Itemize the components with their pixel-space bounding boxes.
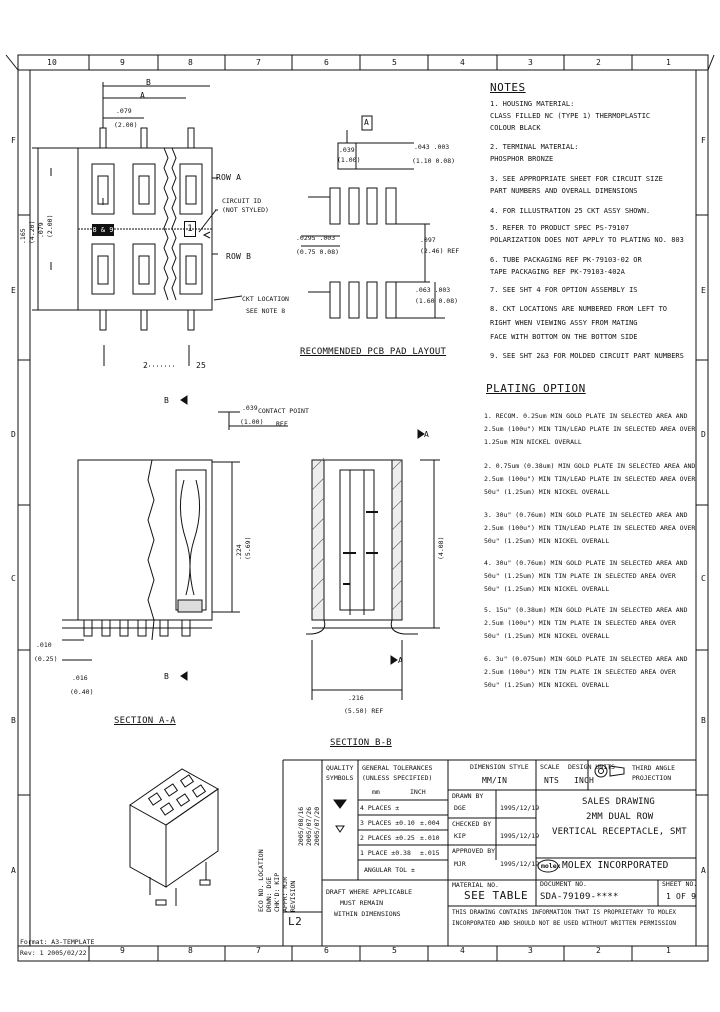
sheet-title: SALES DRAWING <box>582 797 656 807</box>
row-label: D <box>701 430 707 439</box>
note-line: COLOUR BLACK <box>490 124 541 132</box>
section-bb-title: SECTION B-B <box>330 738 392 748</box>
dim-label: .043 .003 <box>414 143 450 151</box>
section-aa <box>62 412 288 660</box>
section-bb <box>306 460 440 700</box>
doc-number: SDA-79109-**** <box>540 892 619 902</box>
note-line: 2. TERMINAL MATERIAL: <box>490 143 579 151</box>
note-line: TAPE PACKAGING REF PK-79103-402A <box>490 268 625 276</box>
dim-label: (2.46) REF <box>420 247 460 255</box>
note-line: PHOSPHOR BRONZE <box>490 155 554 163</box>
dim-label: .216 <box>348 694 364 702</box>
company-name: MOLEX INCORPORATED <box>562 860 669 871</box>
col-label: 3 <box>528 946 534 955</box>
note-line: 3. SEE APPROPRIATE SHEET FOR CIRCUIT SIZE <box>490 175 663 183</box>
ckt-location-label: CKT LOCATION <box>242 295 289 303</box>
checked-label: CHECKED BY <box>452 820 492 828</box>
dim-label: .063 .003 <box>415 286 451 294</box>
note-line: FACE WITH BOTTOM ON THE BOTTOM SIDE <box>490 333 638 341</box>
sheet-label: SHEET NO. <box>662 880 698 888</box>
places-in: ±.004 <box>420 819 440 827</box>
drawn-label: DRAWN BY <box>452 792 484 800</box>
note-line: CLASS FILLED NC (TYPE 1) THERMOPLASTIC <box>490 112 651 120</box>
plating-line: 1.25um MIN NICKEL OVERALL <box>484 438 582 446</box>
note-line: 4. FOR ILLUSTRATION 25 CKT ASSY SHOWN. <box>490 207 651 215</box>
plating-line: 50u" (1.25um) MIN NICKEL OVERALL <box>484 632 610 640</box>
plating-line: 5. 15u" (0.38um) MIN GOLD PLATE IN SELECTED AREA AND <box>484 606 688 614</box>
section-marker: A <box>424 430 430 439</box>
quality-label: QUALITY <box>326 764 354 772</box>
col-label: 9 <box>120 58 126 67</box>
ckt-start: 2 <box>143 361 149 370</box>
dim-label: .039 <box>242 404 258 412</box>
unless-label: (UNLESS SPECIFIED) <box>362 774 433 782</box>
col-label: 5 <box>392 58 398 67</box>
sheet-number: 1 OF 9 <box>666 892 697 901</box>
draft-label: DRAFT WHERE APPLICABLE <box>326 888 413 896</box>
ref-label: REF <box>276 420 288 428</box>
row-label: C <box>11 574 17 583</box>
row-label: F <box>11 136 17 145</box>
dim-label: (2.00) <box>46 214 54 238</box>
dim-label: (4.20) <box>28 220 36 244</box>
places-row: 3 PLACES ±0.10 <box>360 819 415 827</box>
col-label: 1 <box>666 58 672 67</box>
plating-line: 50u" (1.25um) MIN NICKEL OVERALL <box>484 488 610 496</box>
doc-label: DOCUMENT NO. <box>540 880 587 888</box>
section-marker: B <box>164 396 170 405</box>
places-row: 4 PLACES ± <box>360 804 400 812</box>
circuit-id-label: (NOT STYLED) <box>222 206 269 214</box>
dim-label: .010 <box>36 641 52 649</box>
notes-title: NOTES <box>490 81 526 94</box>
note-line: RIGHT WHEN VIEWING ASSY FROM MATING <box>490 319 638 327</box>
col-label: 2 <box>596 946 602 955</box>
row-a-label: ROW A <box>216 173 242 182</box>
units-label: DESIGN UNITS <box>568 763 615 771</box>
places-row: 2 PLACES ±0.25 <box>360 834 415 842</box>
col-label: 1 <box>666 946 672 955</box>
col-label: 6 <box>324 58 330 67</box>
mm-label: mm <box>372 788 380 796</box>
proprietary-notice: INCORPORATED AND SHOULD NOT BE USED WITHOUT WRITTEN PERMISSION <box>452 920 676 927</box>
plating-line: 2.5um (100u") MIN TIN/LEAD PLATE IN SELECTED AREA OVER <box>484 475 696 483</box>
dim-label: .016 <box>72 674 88 682</box>
col-label: 4 <box>460 946 466 955</box>
col-label: 6 <box>324 946 330 955</box>
dim-label: B <box>146 78 152 87</box>
row-label: E <box>11 286 17 295</box>
row-label: A <box>11 866 17 875</box>
approved-date: 1995/12/19 <box>500 860 540 868</box>
plating-line: 50u" (1.25um) MIN NICKEL OVERALL <box>484 585 610 593</box>
dim-label: (4.08) <box>437 536 445 560</box>
dim-label: (0.40) <box>70 688 94 696</box>
note-line: 1. HOUSING MATERIAL: <box>490 100 575 108</box>
dim-style-label: DIMENSION STYLE <box>470 763 529 771</box>
revision-text: APPR: MJR <box>281 876 289 912</box>
col-label: 8 <box>188 58 194 67</box>
section-aa-title: SECTION A-A <box>114 716 176 726</box>
plating-line: 2.5um (100u") MIN TIN/LEAD PLATE IN SELECTED AREA OVER <box>484 425 696 433</box>
note-line: 6. TUBE PACKAGING REF PK-79103-02 OR <box>490 256 642 264</box>
must-label: MUST REMAIN <box>340 899 384 907</box>
revision-text: DRWN: DGE <box>265 876 273 912</box>
places-in: ±.015 <box>420 849 440 857</box>
col-label: 8 <box>188 946 194 955</box>
row-label: B <box>11 716 17 725</box>
angular-label: ANGULAR TOL ± <box>364 866 415 874</box>
ckt-location-label: SEE NOTE 8 <box>246 307 286 315</box>
proprietary-notice: THIS DRAWING CONTAINS INFORMATION THAT IS PROPRIETARY TO MOLEX <box>452 909 676 916</box>
plating-line: 2. 0.75um (0.38um) MIN GOLD PLATE IN SELECTED AREA AND <box>484 462 696 470</box>
dim-label: .224 <box>235 544 243 560</box>
plating-title: PLATING OPTION <box>486 382 586 395</box>
col-label: 4 <box>460 58 466 67</box>
places-in: ±.010 <box>420 834 440 842</box>
scale-value: NTS <box>544 776 560 785</box>
row-label: A <box>701 866 707 875</box>
row-b-label: ROW B <box>226 252 252 261</box>
dim-label: (1.00) <box>240 418 264 426</box>
plating-line: 6. 3u" (0.075um) MIN GOLD PLATE IN SELECTED AREA AND <box>484 655 688 663</box>
isometric-view <box>130 769 218 906</box>
pin-one-tag: 1 <box>184 221 196 237</box>
dim-label: (1.60 0.08) <box>415 297 459 305</box>
dim-label: (0.75 0.08) <box>296 248 340 256</box>
dim-label: (1.10 0.08) <box>412 157 456 165</box>
dim-label: (5.50) REF <box>344 707 384 715</box>
dim-label: .097 <box>420 236 436 244</box>
dim-label: .079 <box>37 222 45 238</box>
dim-label: .0295 .003 <box>296 234 336 242</box>
plating-line: 50u" (1.25um) MIN NICKEL OVERALL <box>484 681 610 689</box>
plating-line: 1. RECOM. 0.25um MIN GOLD PLATE IN SELECTED AREA AND <box>484 412 688 420</box>
dim-label: .039 <box>339 146 355 154</box>
plating-line: 2.5um (100u") MIN TIN PLATE IN SELECTED AREA OVER <box>484 668 676 676</box>
checked-date: 1995/12/19 <box>500 832 540 840</box>
dim-style-value: MM/IN <box>482 776 508 785</box>
inch-label: INCH <box>410 788 426 796</box>
row-label: B <box>701 716 707 725</box>
col-label: 7 <box>256 946 262 955</box>
note-line: POLARIZATION DOES NOT APPLY TO PLATING NO. 803 <box>490 236 684 244</box>
revision-text: REVISION <box>289 880 297 912</box>
plating-line: 2.5um (100u") MIN TIN/LEAD PLATE IN SELECTED AREA OVER <box>484 524 696 532</box>
l2-label: L2 <box>288 915 303 928</box>
dim-label: .165 <box>19 228 27 244</box>
circuit-id-label: CIRCUIT ID <box>222 197 262 205</box>
drawn-value: DGE <box>454 804 466 812</box>
places-row: 1 PLACE ±0.38 <box>360 849 411 857</box>
dim-label: (1.00) <box>337 156 361 164</box>
scale-label: SCALE <box>540 763 560 771</box>
projection-label: PROJECTION <box>632 774 672 782</box>
note-line: 8. CKT LOCATIONS ARE NUMBERED FROM LEFT TO <box>490 305 668 313</box>
plating-line: 3. 30u" (0.76um) MIN GOLD PLATE IN SELECTED AREA AND <box>484 511 688 519</box>
revision-date: 2005/07/26 <box>305 806 313 846</box>
dim-label: .079 <box>116 107 132 115</box>
checked-value: KIP <box>454 832 466 840</box>
col-label: 9 <box>120 946 126 955</box>
approved-value: MJR <box>454 860 466 868</box>
molex-logo: molex <box>541 862 561 870</box>
plating-line: 2.5um (100u") MIN TIN PLATE IN SELECTED AREA OVER <box>484 619 676 627</box>
sheet-title: 2MM DUAL ROW <box>586 812 654 822</box>
row-label: F <box>701 136 707 145</box>
projection-label: THIRD ANGLE <box>632 764 676 772</box>
sheet-title: VERTICAL RECEPTACLE, SMT <box>552 827 687 837</box>
approved-label: APPROVED BY <box>452 847 496 855</box>
row-label: D <box>11 430 17 439</box>
drawn-date: 1995/12/19 <box>500 804 540 812</box>
symbols-label: SYMBOLS <box>326 774 354 782</box>
revision-date: 2005/08/16 <box>297 806 305 846</box>
ckt-end: 25 <box>196 361 207 370</box>
note-line: 5. REFER TO PRODUCT SPEC PS-79107 <box>490 224 630 232</box>
row-label: C <box>701 574 707 583</box>
plating-line: 50u" (1.25um) MIN NICKEL OVERALL <box>484 537 610 545</box>
see-table: SEE TABLE <box>464 889 529 902</box>
format-label: Format: A3-TEMPLATE <box>20 938 95 946</box>
contact-point-label: CONTACT POINT <box>258 407 309 415</box>
section-marker: A <box>398 656 404 665</box>
note-line: 7. SEE SHT 4 FOR OPTION ASSEMBLY IS <box>490 286 638 294</box>
note-line: PART NUMBERS AND OVERALL DIMENSIONS <box>490 187 638 195</box>
within-label: WITHIN DIMENSIONS <box>334 910 401 918</box>
circuit-marker: 8 & 9 <box>92 226 114 234</box>
dim-label: (2.00) <box>114 121 138 129</box>
dim-label: (5.69) <box>244 536 252 560</box>
col-label: 7 <box>256 58 262 67</box>
col-label: 10 <box>47 58 58 67</box>
section-marker: B <box>164 672 170 681</box>
plating-line: 4. 30u" (0.76um) MIN GOLD PLATE IN SELECTED AREA AND <box>484 559 688 567</box>
general-tol-label: GENERAL TOLERANCES <box>362 764 433 772</box>
col-label: 3 <box>528 58 534 67</box>
note-line: 9. SEE SHT 2&3 FOR MOLDED CIRCUIT PART NUMBERS <box>490 352 684 360</box>
plating-line: 50u" (1.25um) MIN TIN PLATE IN SELECTED AREA OVER <box>484 572 676 580</box>
revision-text: CHK'D: KIP <box>273 872 281 912</box>
col-label: 5 <box>392 946 398 955</box>
row-label: E <box>701 286 707 295</box>
revision-date: 2005/07/20 <box>313 806 321 846</box>
pcb-title: RECOMMENDED PCB PAD LAYOUT <box>300 347 447 357</box>
format-rev: Rev: 1 2005/02/22 <box>20 949 87 957</box>
units-value: INCH <box>574 776 595 785</box>
dim-label: (0.25) <box>34 655 58 663</box>
dim-label: A <box>140 91 146 100</box>
material-label: MATERIAL NO. <box>452 881 499 889</box>
col-label: 2 <box>596 58 602 67</box>
pcb-tag: A <box>364 118 370 127</box>
revision-text: ECO NO. LOCATION <box>257 849 265 912</box>
